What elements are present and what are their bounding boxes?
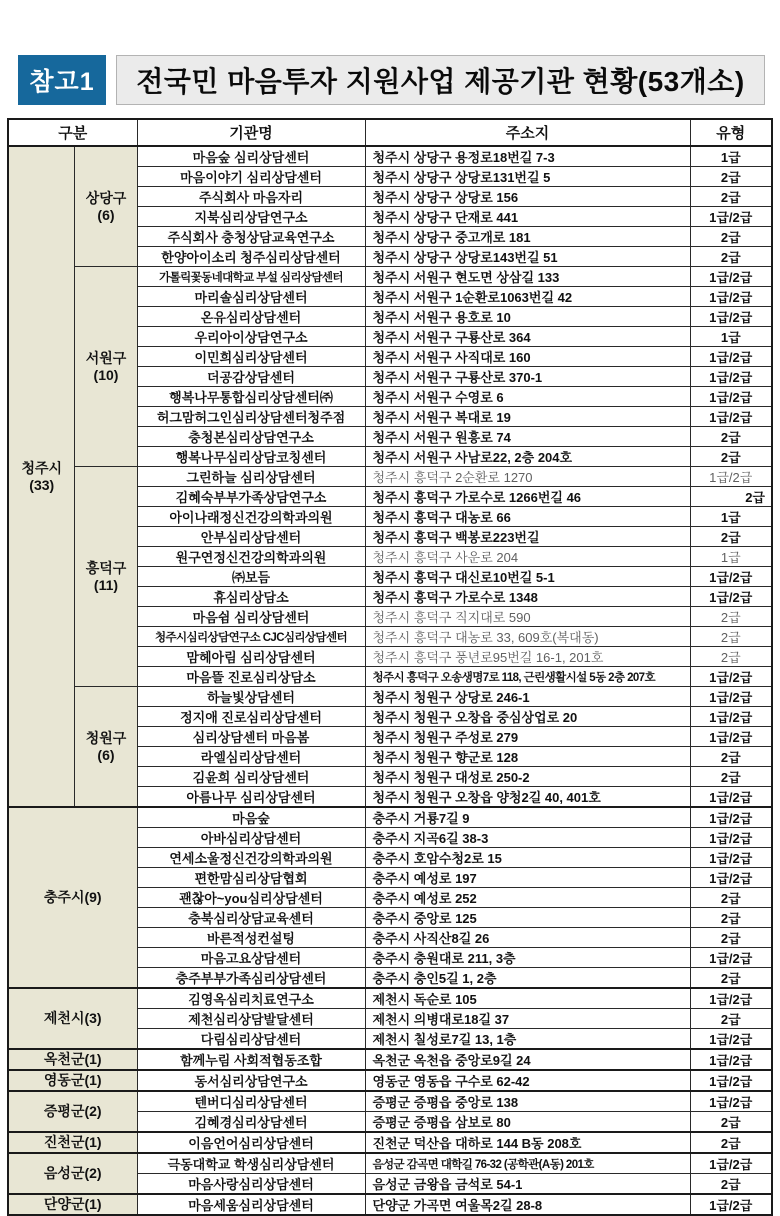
type-cell: 1급	[690, 547, 772, 567]
address-cell: 청주시 서원구 현도면 상삼길 133	[365, 267, 690, 287]
institution-name-cell: 바른적성컨설팅	[137, 928, 365, 948]
type-cell: 1급/2급	[690, 1029, 772, 1050]
region-count: (33)	[29, 476, 55, 493]
table-row	[8, 988, 772, 1009]
type-cell: 1급/2급	[690, 287, 772, 307]
region-label: 옥천군(1)	[43, 1051, 102, 1068]
type-cell: 2급	[690, 1132, 772, 1153]
institution-name-cell: 텐버디심리상담센터	[137, 1091, 365, 1112]
institution-name-cell: 온유심리상담센터	[137, 307, 365, 327]
institution-name-cell: 주식회사 충청상담교육연구소	[137, 227, 365, 247]
address-cell: 진천군 덕산읍 대하로 144 B동 208호	[365, 1132, 690, 1153]
type-cell: 1급/2급	[690, 207, 772, 227]
type-cell: 1급/2급	[690, 1194, 772, 1215]
region-cell	[8, 807, 137, 988]
address-cell: 청주시 서원구 구룡산로 370-1	[365, 367, 690, 387]
type-cell: 1급	[690, 507, 772, 527]
institution-name-cell: 함께누림 사회적협동조합	[137, 1049, 365, 1070]
address-cell: 충주시 중앙로 125	[365, 908, 690, 928]
institution-name-cell: 행복나무심리상담코칭센터	[137, 447, 365, 467]
region-count: (10)	[93, 366, 119, 383]
institution-name-cell: 더공감상담센터	[137, 367, 365, 387]
institution-name-cell: 행복나무통합심리상담센터㈜	[137, 387, 365, 407]
type-cell: 2급	[690, 227, 772, 247]
address-cell: 청주시 서원구 사직대로 160	[365, 347, 690, 367]
type-cell: 2급	[690, 1009, 772, 1029]
region-cell	[8, 1194, 137, 1215]
institution-name-cell: 마음세움심리상담센터	[137, 1194, 365, 1215]
address-cell: 제천시 독순로 105	[365, 988, 690, 1009]
region-label: 영동군(1)	[43, 1072, 102, 1089]
region-cell	[8, 988, 137, 1049]
table-row	[8, 1194, 772, 1215]
type-cell: 2급	[690, 447, 772, 467]
type-cell: 1급/2급	[690, 367, 772, 387]
institution-name-cell: 마음고요상담센터	[137, 948, 365, 968]
address-cell: 청주시 서원구 수영로 6	[365, 387, 690, 407]
address-cell: 청주시 청원구 주성로 279	[365, 727, 690, 747]
table-row	[8, 146, 772, 167]
address-cell: 청주시 상당구 단재로 441	[365, 207, 690, 227]
type-cell: 2급	[690, 427, 772, 447]
address-cell: 청주시 청원구 오창읍 양청2길 40, 401호	[365, 787, 690, 808]
address-cell: 단양군 가곡면 여울목2길 28-8	[365, 1194, 690, 1215]
table-row	[8, 687, 772, 707]
address-cell: 청주시 서원구 원흥로 74	[365, 427, 690, 447]
type-cell: 1급/2급	[690, 1049, 772, 1070]
region-label: 단양군(1)	[43, 1196, 102, 1213]
institution-name-cell: 원구연정신건강의학과의원	[137, 547, 365, 567]
institution-name-cell: 휴심리상담소	[137, 587, 365, 607]
type-cell: 1급/2급	[690, 727, 772, 747]
title-bar	[18, 55, 765, 105]
type-cell: 1급/2급	[690, 387, 772, 407]
table-row	[8, 467, 772, 487]
address-cell: 청주시 서원구 용호로 10	[365, 307, 690, 327]
address-cell: 청주시 상당구 중고개로 181	[365, 227, 690, 247]
address-cell: 청주시 흥덕구 백봉로223번길	[365, 527, 690, 547]
institution-name-cell: 충주부부가족심리상담센터	[137, 968, 365, 989]
institution-name-cell: 이음언어심리상담센터	[137, 1132, 365, 1153]
address-cell: 충주시 사직산8길 26	[365, 928, 690, 948]
type-cell: 2급	[690, 767, 772, 787]
address-cell: 청주시 흥덕구 대농로 33, 609호(복대동)	[365, 627, 690, 647]
institution-name-cell: 청주시심리상담연구소 CJC심리상담센터	[137, 627, 365, 647]
address-cell: 제천시 의병대로18길 37	[365, 1009, 690, 1029]
institution-name-cell: 마음사랑심리상담센터	[137, 1174, 365, 1195]
type-cell: 1급/2급	[690, 988, 772, 1009]
type-cell: 2급	[690, 908, 772, 928]
type-cell: 1급/2급	[690, 467, 772, 487]
address-cell: 청주시 상당구 상당로 156	[365, 187, 690, 207]
provider-table	[7, 118, 773, 1216]
institution-name-cell: 마음쉼 심리상담센터	[137, 607, 365, 627]
address-cell: 청주시 서원구 복대로 19	[365, 407, 690, 427]
region-label: 증평군(2)	[43, 1103, 102, 1120]
address-cell: 충주시 충인5길 1, 2층	[365, 968, 690, 989]
institution-name-cell: 그린하늘 심리상담센터	[137, 467, 365, 487]
institution-name-cell: 이민희심리상담센터	[137, 347, 365, 367]
type-cell: 1급/2급	[690, 807, 772, 828]
type-cell: 1급/2급	[690, 567, 772, 587]
institution-name-cell: 김혜숙부부가족상담연구소	[137, 487, 365, 507]
type-cell: 1급/2급	[690, 307, 772, 327]
type-cell: 2급	[690, 747, 772, 767]
column-header-institution: 기관명	[137, 119, 365, 146]
region-count: (11)	[93, 576, 119, 593]
institution-name-cell: 동서심리상담연구소	[137, 1070, 365, 1091]
type-cell: 1급/2급	[690, 587, 772, 607]
address-cell: 청주시 흥덕구 대농로 66	[365, 507, 690, 527]
page-title: 전국민 마음투자 지원사업 제공기관 현황(53개소)	[116, 55, 765, 105]
type-cell: 2급	[690, 527, 772, 547]
address-cell: 증평군 증평읍 삼보로 80	[365, 1112, 690, 1133]
column-header-category: 구분	[8, 119, 137, 146]
institution-name-cell: 김혜경심리상담센터	[137, 1112, 365, 1133]
address-cell: 청주시 서원구 1순환로1063번길 42	[365, 287, 690, 307]
region-label: 제천시(3)	[43, 1010, 102, 1027]
type-cell: 1급/2급	[690, 868, 772, 888]
district-cell	[75, 146, 137, 267]
type-cell: 2급	[690, 607, 772, 627]
region-count: (6)	[97, 746, 115, 763]
type-cell: 2급	[690, 247, 772, 267]
region-label: 흥덕구	[85, 560, 127, 577]
type-cell: 1급/2급	[690, 1070, 772, 1091]
address-cell: 청주시 청원구 오창읍 중심상업로 20	[365, 707, 690, 727]
region-label: 충주시(9)	[43, 889, 102, 906]
institution-name-cell: 김윤희 심리상담센터	[137, 767, 365, 787]
address-cell: 충주시 거룡7길 9	[365, 807, 690, 828]
region-label: 상당구	[85, 190, 127, 207]
address-cell: 청주시 상당구 상당로131번길 5	[365, 167, 690, 187]
table-row	[8, 267, 772, 287]
type-cell: 1급/2급	[690, 948, 772, 968]
type-cell: 1급/2급	[690, 828, 772, 848]
address-cell: 제천시 칠성로7길 13, 1층	[365, 1029, 690, 1050]
institution-name-cell: 마음뜰 진로심리상담소	[137, 667, 365, 687]
region-label: 청원구	[85, 730, 127, 747]
type-cell: 1급/2급	[690, 1091, 772, 1112]
address-cell: 청주시 흥덕구 가로수로 1348	[365, 587, 690, 607]
address-cell: 충주시 예성로 197	[365, 868, 690, 888]
institution-name-cell: 허그맘허그인심리상담센터청주점	[137, 407, 365, 427]
address-cell: 충주시 호암수청2로 15	[365, 848, 690, 868]
institution-name-cell: ㈜보듬	[137, 567, 365, 587]
region-cell	[8, 1049, 137, 1070]
type-cell: 2급	[690, 968, 772, 989]
address-cell: 영동군 영동읍 구수로 62-42	[365, 1070, 690, 1091]
institution-name-cell: 정지애 진로심리상담센터	[137, 707, 365, 727]
address-cell: 청주시 서원구 사남로22, 2층 204호	[365, 447, 690, 467]
institution-name-cell: 맘헤아림 심리상담센터	[137, 647, 365, 667]
type-cell: 1급	[690, 146, 772, 167]
table-row	[8, 807, 772, 828]
type-cell: 1급/2급	[690, 687, 772, 707]
region-label: 청주시	[21, 460, 63, 477]
region-cell	[8, 1153, 137, 1194]
region-label: 진천군(1)	[43, 1134, 102, 1151]
institution-name-cell: 편한맘심리상담협회	[137, 868, 365, 888]
region-label: 서원구	[85, 350, 127, 367]
institution-name-cell: 마음숲 심리상담센터	[137, 146, 365, 167]
address-cell: 청주시 흥덕구 직지대로 590	[365, 607, 690, 627]
region-label: 음성군(2)	[43, 1165, 102, 1182]
address-cell: 청주시 흥덕구 풍년로95번길 16-1, 201호	[365, 647, 690, 667]
institution-name-cell: 괜찮아~you심리상담센터	[137, 888, 365, 908]
type-cell: 2급	[690, 1174, 772, 1195]
institution-name-cell: 마리솔심리상담센터	[137, 287, 365, 307]
institution-name-cell: 극동대학교 학생심리상담센터	[137, 1153, 365, 1174]
district-cell	[75, 267, 137, 467]
address-cell: 충주시 충원대로 211, 3층	[365, 948, 690, 968]
type-cell: 2급	[690, 1112, 772, 1133]
institution-name-cell: 아바심리상담센터	[137, 828, 365, 848]
institution-name-cell: 한양아이소리 청주심리상담센터	[137, 247, 365, 267]
district-cell	[75, 467, 137, 687]
type-cell: 1급/2급	[690, 848, 772, 868]
address-cell: 청주시 흥덕구 2순환로 1270	[365, 467, 690, 487]
district-cell	[75, 687, 137, 808]
type-cell: 1급/2급	[690, 707, 772, 727]
address-cell: 옥천군 옥천읍 중앙로9길 24	[365, 1049, 690, 1070]
address-cell: 음성군 감곡면 대학길 76-32 (공학관(A동) 201호	[365, 1153, 690, 1174]
institution-name-cell: 다림심리상담센터	[137, 1029, 365, 1050]
address-cell: 청주시 청원구 향군로 128	[365, 747, 690, 767]
address-cell: 청주시 상당구 용정로18번길 7-3	[365, 146, 690, 167]
institution-name-cell: 아름나무 심리상담센터	[137, 787, 365, 808]
institution-name-cell: 김영옥심리치료연구소	[137, 988, 365, 1009]
table-row	[8, 1091, 772, 1112]
type-cell: 1급/2급	[690, 347, 772, 367]
address-cell: 청주시 서원구 구룡산로 364	[365, 327, 690, 347]
institution-name-cell: 가톨릭꽃동네대학교 부설 심리상담센터	[137, 267, 365, 287]
type-cell: 2급	[690, 187, 772, 207]
type-cell: 2급	[690, 928, 772, 948]
region-cell	[8, 1091, 137, 1132]
document-page	[0, 55, 780, 1216]
type-cell: 2급	[690, 647, 772, 667]
institution-name-cell: 마음이야기 심리상담센터	[137, 167, 365, 187]
address-cell: 충주시 지곡6길 38-3	[365, 828, 690, 848]
institution-name-cell: 우리아이상담연구소	[137, 327, 365, 347]
table-row	[8, 1070, 772, 1091]
region-count: (6)	[97, 206, 115, 223]
address-cell: 음성군 금왕읍 금석로 54-1	[365, 1174, 690, 1195]
region-cell	[8, 146, 75, 807]
type-cell: 1급/2급	[690, 667, 772, 687]
address-cell: 청주시 청원구 대성로 250-2	[365, 767, 690, 787]
institution-name-cell: 안부심리상담센터	[137, 527, 365, 547]
address-cell: 증평군 증평읍 중앙로 138	[365, 1091, 690, 1112]
type-cell: 1급/2급	[690, 787, 772, 808]
institution-name-cell: 연세소울정신건강의학과의원	[137, 848, 365, 868]
reference-badge: 참고1	[18, 55, 106, 105]
column-header-type: 유형	[690, 119, 772, 146]
table-header-row	[8, 119, 772, 146]
region-cell	[8, 1132, 137, 1153]
address-cell: 충주시 예성로 252	[365, 888, 690, 908]
institution-name-cell: 충북심리상담교육센터	[137, 908, 365, 928]
address-cell: 청주시 흥덕구 가로수로 1266번길 46	[365, 487, 690, 507]
type-cell: 1급/2급	[690, 1153, 772, 1174]
institution-name-cell: 아이나래정신건강의학과의원	[137, 507, 365, 527]
institution-name-cell: 라엘심리상담센터	[137, 747, 365, 767]
institution-name-cell: 심리상담센터 마음봄	[137, 727, 365, 747]
type-cell: 2급	[690, 627, 772, 647]
institution-name-cell: 충청본심리상담연구소	[137, 427, 365, 447]
institution-name-cell: 하늘빛상담센터	[137, 687, 365, 707]
table-row	[8, 1049, 772, 1070]
address-cell: 청주시 흥덕구 사운로 204	[365, 547, 690, 567]
type-cell: 2급	[690, 487, 772, 507]
institution-name-cell: 제천심리상담발달센터	[137, 1009, 365, 1029]
type-cell: 1급/2급	[690, 267, 772, 287]
table-body	[8, 146, 772, 1215]
address-cell: 청주시 청원구 상당로 246-1	[365, 687, 690, 707]
column-header-address: 주소지	[365, 119, 690, 146]
address-cell: 청주시 상당구 상당로143번길 51	[365, 247, 690, 267]
type-cell: 2급	[690, 888, 772, 908]
table-row	[8, 1153, 772, 1174]
type-cell: 1급	[690, 327, 772, 347]
type-cell: 2급	[690, 167, 772, 187]
type-cell: 1급/2급	[690, 407, 772, 427]
table-row	[8, 1132, 772, 1153]
region-cell	[8, 1070, 137, 1091]
institution-name-cell: 지북심리상담연구소	[137, 207, 365, 227]
institution-name-cell: 주식회사 마음자리	[137, 187, 365, 207]
address-cell: 청주시 흥덕구 오송생명7로 118, 근린생활시설 5동 2층 207호	[365, 667, 690, 687]
address-cell: 청주시 흥덕구 대신로10번길 5-1	[365, 567, 690, 587]
institution-name-cell: 마음숲	[137, 807, 365, 828]
